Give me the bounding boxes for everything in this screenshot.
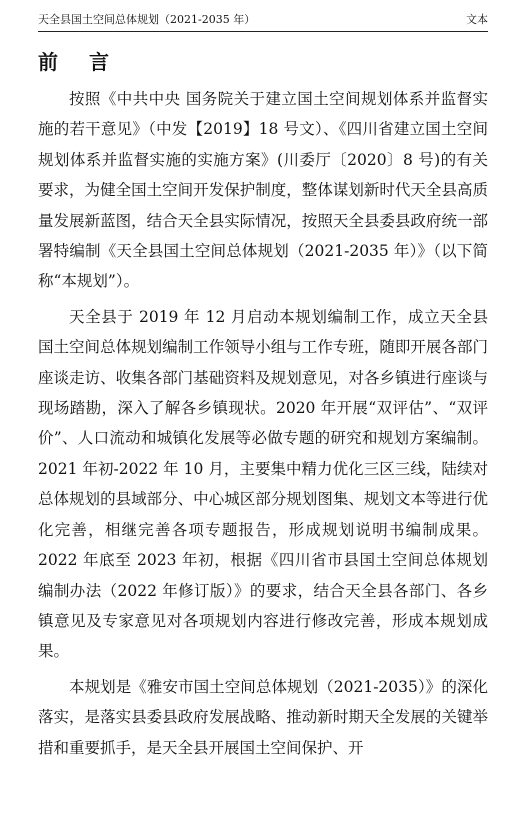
paragraph-positioning: 本规划是《雅安市国土空间总体规划（2021-2035）》的深化落实，是落实县委县政府发展战略、推动新时期天全发展的关键举措和重要抓手，是天全县开展国土空间保护、开 [38,677,488,757]
section-heading: 前 言 [38,50,121,74]
paragraph-process: 天全县于 2019 年 12 月启动本规划编制工作，成立天全县国土空间总体规划编制工作领导小组与工作专班，随即开展各部门座谈走访、收集各部门基础资料及规划意见，对各乡镇进行座谈与现场踏勘，深入了解各乡镇现状。2020 年开展“双评估”、“双评价”、人口流动和城镇化发展等必做专题的研究和规划方案编制。2021 年初-2022 年 10 月，主要集中精力优化三区三线，陆续对总体规划的县域部分、中心城区部分规划图集、规划文本等进行优化完善，相继完善各项专题报告，形成规划说明书编制成果。2022 年底至 2023 年初，根据《四川省市县国土空间总体规划编制办法（2022 年修订版）》的要求，结合天全县各部门、各乡镇意见及专家意见对各项规划内容进行修改完善，形成本规划成果。 [38,307,488,661]
paragraph-basis: 按照《中共中央 国务院关于建立国土空间规划体系并监督实施的若干意见》（中发【2019】18 号文）、《四川省建立国土空间规划体系并监督实施的实施方案》(川委厅〔2020〕8 号)的有关要求，为健全国土空间开发保护制度，整体谋划新时代天全县高质量发展新蓝图，结合天全县实际情况，按照天全县委县政府统一部署特编制《天全县国土空间总体规划（2021-2035 年）》（以下简称“本规划”）。 [38,90,488,291]
body-text [38,84,488,768]
header-section-label: 文本 [466,13,488,26]
running-header [38,9,488,32]
header-document-title: 天全县国土空间总体规划（2021-2035 年） [38,13,256,26]
